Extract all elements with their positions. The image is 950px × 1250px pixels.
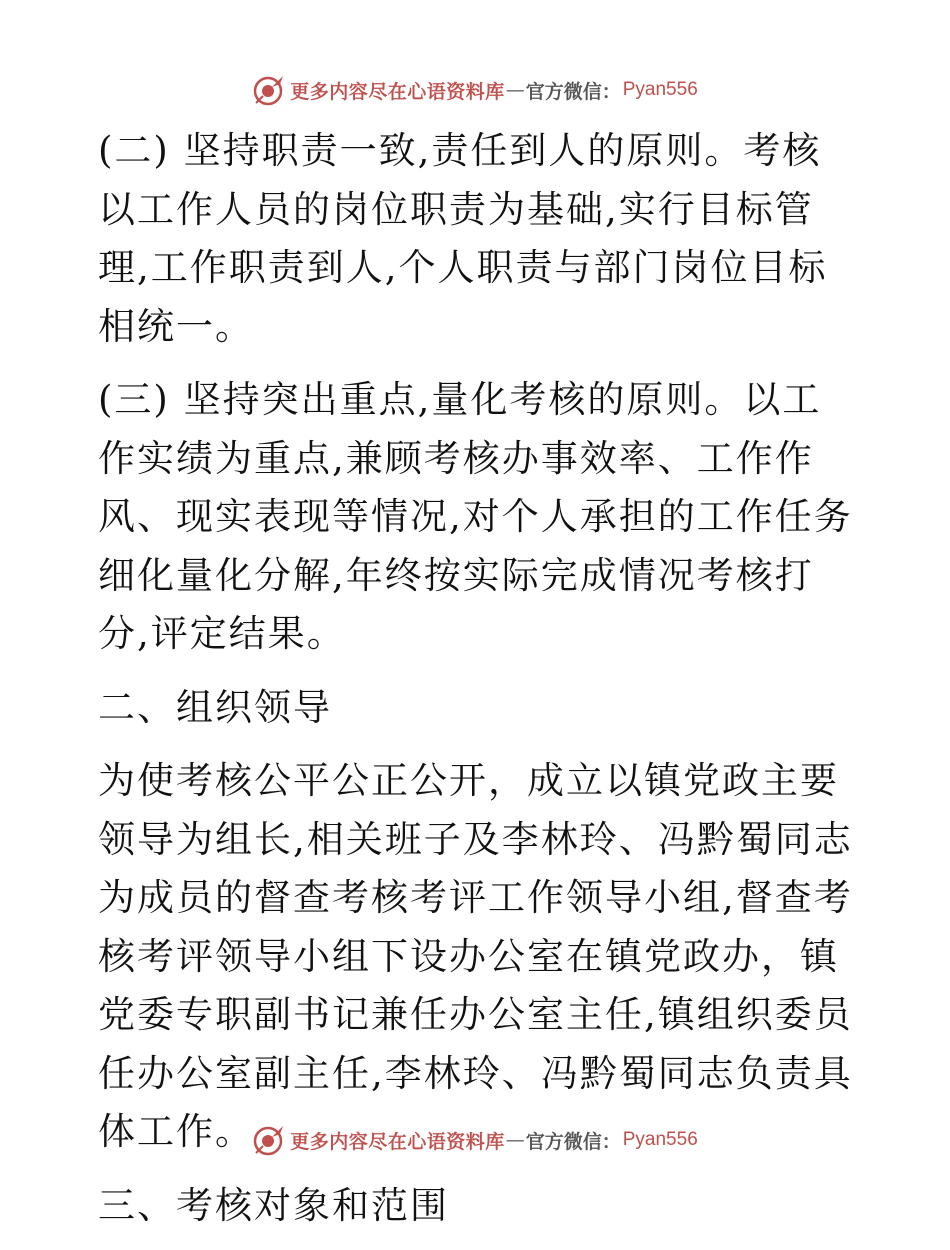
- quill-logo-icon: [252, 1123, 286, 1157]
- quill-logo-icon: [252, 73, 286, 107]
- document-body: [98, 122, 858, 1250]
- section-heading-organization: 二、组织领导: [98, 685, 332, 729]
- watermark-wechat-id: Pyan556: [622, 1129, 698, 1150]
- watermark-official-label: 官方微信：: [525, 80, 621, 103]
- watermark-separator: —: [505, 79, 525, 101]
- watermark-text: 更多内容尽在心语资料库: [290, 80, 505, 103]
- footer-watermark: [0, 1120, 950, 1160]
- watermark-separator: —: [505, 1129, 525, 1151]
- paragraph-principle-2: (二) 坚持职责一致,责任到人的原则。考核以工作人员的岗位职责为基础,实行目标管理,工作职责到人,个人职责与部门岗位目标相统一。: [98, 129, 828, 348]
- paragraph-organization: 为使考核公平公正公开，成立以镇党政主要领导为组长,相关班子及李林玲、冯黔蜀同志为成员的督查考核考评工作领导小组,督查考核考评领导小组下设办公室在镇党政办，镇党委专职副书记兼任办公室主任,镇组织委员任办公室副主任,李林玲、冯黔蜀同志负责具体工作。: [98, 759, 853, 1153]
- section-heading-scope: 三、考核对象和范围: [98, 1183, 449, 1227]
- header-watermark: [0, 70, 950, 110]
- watermark-text: 更多内容尽在心语资料库: [290, 1130, 505, 1153]
- watermark-official-label: 官方微信：: [525, 1130, 621, 1153]
- paragraph-principle-3: (三) 坚持突出重点,量化考核的原则。以工作实绩为重点,兼顾考核办事效率、工作作风、现实表现等情况,对个人承担的工作任务细化量化分解,年终按实际完成情况考核打分,评定结果。: [98, 378, 853, 655]
- watermark-wechat-id: Pyan556: [622, 79, 698, 100]
